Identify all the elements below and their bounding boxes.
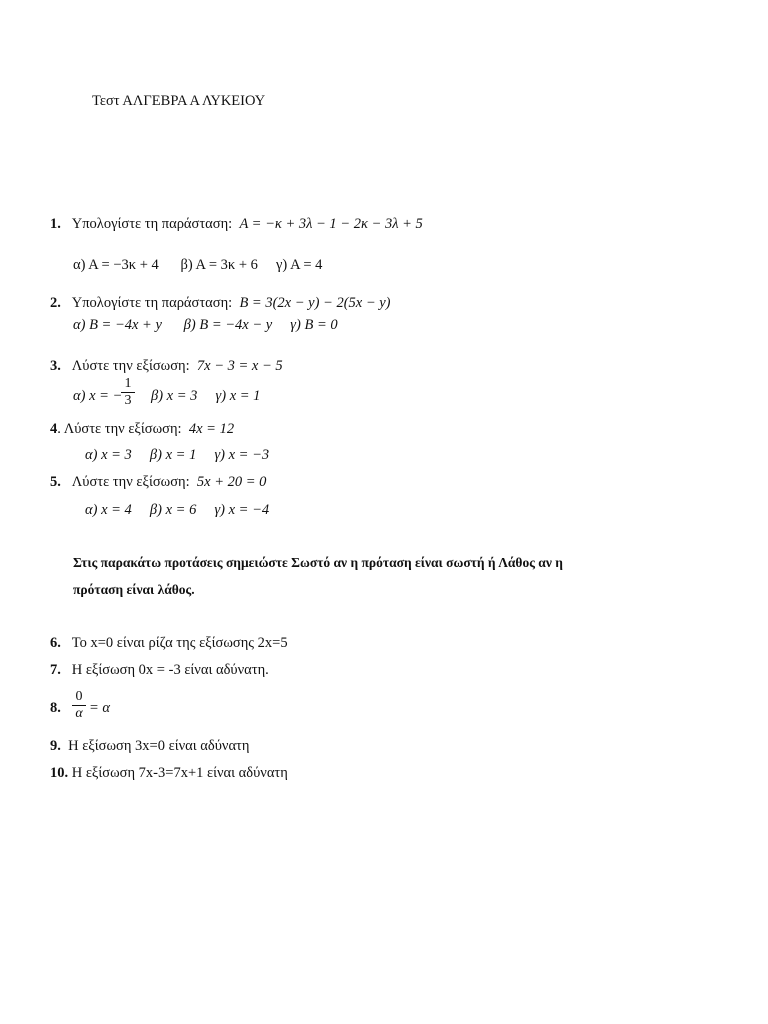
question-2-options — [73, 316, 338, 334]
question-prompt: Λύστε την εξίσωση: — [71, 474, 190, 490]
question-prompt: Υπολογίστε τη παράσταση: — [71, 216, 233, 232]
tf-item-6 — [50, 634, 288, 652]
option-a: α) x = − — [73, 388, 123, 404]
question-prompt: Λύστε την εξίσωση: — [71, 358, 190, 374]
question-expression: Α = −κ + 3λ − 1 − 2κ − 3λ + 5 — [239, 216, 423, 232]
question-1 — [50, 215, 423, 233]
question-number: 3. — [50, 358, 61, 374]
question-expression: Β = 3(2x − y) − 2(5x − y) — [239, 295, 391, 311]
question-5 — [50, 473, 266, 491]
tf-item-8-fraction — [72, 690, 86, 721]
question-prompt: Υπολογίστε τη παράσταση: — [71, 295, 233, 311]
tf-item-8-number — [50, 699, 61, 717]
item-text: Η εξίσωση 0x = -3 είναι αδύνατη. — [71, 662, 269, 678]
question-number: 1. — [50, 216, 61, 232]
question-prompt: . Λύστε την εξίσωση: — [57, 421, 182, 437]
option-b: β) B = −4x − y — [183, 317, 273, 333]
question-4 — [50, 420, 234, 438]
question-number: 2. — [50, 295, 61, 311]
tf-item-7 — [50, 661, 269, 679]
option-b: β) Α = 3κ + 6 — [180, 257, 258, 273]
item-number: 6. — [50, 635, 61, 651]
question-4-options — [85, 446, 269, 464]
question-expression: 4x = 12 — [188, 421, 235, 437]
option-c: γ) Α = 4 — [276, 257, 323, 273]
fraction-denominator: α — [75, 706, 83, 721]
question-5-options — [85, 501, 269, 519]
item-number: 9. — [50, 738, 61, 754]
page-title: Τεστ ΑΛΓΕΒΡΑ Α ΛΥΚΕΙΟΥ — [92, 93, 266, 109]
fraction-numerator: 1 — [124, 376, 132, 391]
tf-item-9 — [50, 737, 249, 755]
question-3-option-a-prefix — [73, 387, 122, 405]
option-c: γ) B = 0 — [290, 317, 338, 333]
instructions-line-1: Στις παρακάτω προτάσεις σημειώστε Σωστό αν η πρόταση είναι σωστή ή Λάθος αν η — [73, 555, 563, 570]
question-expression: 7x − 3 = x − 5 — [196, 358, 283, 374]
option-a: α) B = −4x + y — [73, 317, 162, 333]
question-number: 4 — [50, 421, 58, 437]
option-c: γ) x = 1 — [215, 388, 261, 404]
item-text: Το x=0 είναι ρίζα της εξίσωσης 2x=5 — [71, 635, 288, 651]
option-c: γ) x = −3 — [214, 447, 270, 463]
question-3 — [50, 357, 283, 375]
item-number: 7. — [50, 662, 61, 678]
option-a: α) x = 4 — [85, 502, 132, 518]
question-number: 5. — [50, 474, 61, 490]
item-number: 8. — [50, 700, 61, 716]
tf-item-10 — [50, 764, 288, 782]
fraction-numerator: 0 — [75, 689, 83, 704]
option-a: α) Α = −3κ + 4 — [73, 257, 159, 273]
fraction-denominator: 3 — [124, 393, 132, 408]
option-b: β) x = 6 — [149, 502, 197, 518]
item-text: Η εξίσωση 3x=0 είναι αδύνατη — [68, 738, 250, 754]
option-a: α) x = 3 — [85, 447, 132, 463]
option-a-fraction — [121, 377, 135, 408]
tf-item-8-rhs: = α — [89, 700, 111, 716]
option-b: β) x = 1 — [149, 447, 197, 463]
question-1-options — [73, 256, 322, 274]
question-2 — [50, 294, 391, 312]
question-3-options — [151, 387, 260, 405]
item-number: 10. — [50, 765, 69, 781]
option-b: β) x = 3 — [151, 388, 198, 404]
option-c: γ) x = −4 — [214, 502, 270, 518]
question-expression: 5x + 20 = 0 — [196, 474, 267, 490]
item-text: Η εξίσωση 7x-3=7x+1 είναι αδύνατη — [71, 765, 288, 781]
instructions-line-2: πρόταση είναι λάθος. — [73, 582, 195, 597]
